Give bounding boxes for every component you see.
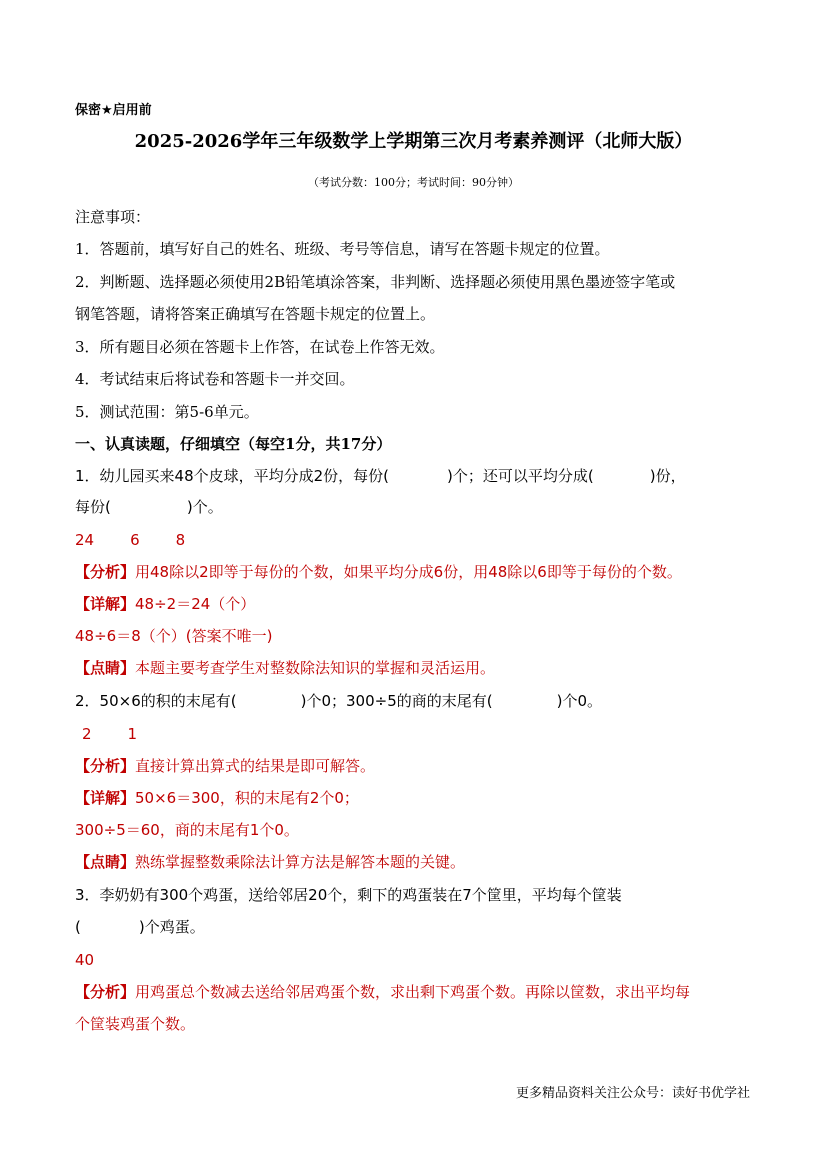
question-3: 3．李奶奶有300个鸡蛋，送给邻居20个，剩下的鸡蛋装在7个筐里，平均每个筐装	[75, 886, 622, 904]
notice-heading: 注意事项：	[75, 208, 151, 226]
q2-text-c: )个0。	[556, 692, 603, 710]
answer: 24	[75, 531, 95, 549]
analysis-tag: 【分析】	[75, 757, 136, 775]
analysis-text: 直接计算出算式的结果是即可解答。	[135, 757, 376, 775]
comment-tag: 【点睛】	[75, 853, 136, 871]
q2-answers	[82, 724, 137, 744]
analysis-tag: 【分析】	[75, 983, 136, 1001]
notice-item: 1．答题前，填写好自己的姓名、班级、考号等信息，请写在答题卡规定的位置。	[75, 240, 610, 258]
answer: 6	[130, 531, 140, 549]
question-2	[75, 691, 602, 711]
q2-text-a: 2．50×6的积的末尾有(	[75, 692, 237, 710]
q3-text-a: (	[75, 918, 81, 936]
q3-analysis-2: 个筐装鸡蛋个数。	[75, 1015, 196, 1033]
answer: 1	[127, 725, 138, 743]
question-3-cont	[75, 917, 205, 937]
q2-detail-2: 300÷5＝60，商的末尾有1个0。	[75, 821, 299, 839]
q2-comment	[75, 852, 465, 872]
answer: 2	[82, 725, 92, 743]
detail-text: 48÷2＝24（个）	[135, 595, 256, 613]
q1-detail-2: 48÷6＝8（个）(答案不唯一)	[75, 627, 273, 645]
q1-comment	[75, 658, 495, 678]
comment-text: 本题主要考查学生对整数除法知识的掌握和灵活运用。	[135, 659, 496, 677]
comment-text: 熟练掌握整数乘除法计算方法是解答本题的关键。	[135, 853, 466, 871]
q1-text-c: )份，	[649, 467, 686, 485]
q1-text-e: )个。	[186, 498, 223, 516]
q2-analysis	[75, 756, 375, 776]
detail-tag: 【详解】	[75, 789, 136, 807]
q1-text-a: 1．幼儿园买来48个皮球，平均分成2份，每份(	[75, 467, 390, 485]
section-heading: 一、认真读题，仔细填空（每空1分，共17分）	[75, 435, 392, 453]
q1-detail	[75, 594, 255, 614]
q3-analysis	[75, 982, 690, 1002]
q1-text-b: )个；还可以平均分成(	[447, 467, 594, 485]
analysis-tag: 【分析】	[75, 563, 136, 581]
notice-item: 3．所有题目必须在答题卡上作答，在试卷上作答无效。	[75, 338, 445, 356]
q1-analysis	[75, 562, 682, 582]
detail-tag: 【详解】	[75, 595, 136, 613]
q2-detail	[75, 788, 359, 808]
notice-item: 钢笔答题，请将答案正确填写在答题卡规定的位置上。	[75, 305, 436, 323]
exam-info: （考试分数：100分；考试时间：90分钟）	[308, 176, 519, 189]
question-1	[75, 466, 686, 486]
detail-text: 50×6＝300，积的末尾有2个0；	[135, 789, 359, 807]
question-1-cont	[75, 497, 223, 517]
q1-answers	[75, 530, 185, 550]
analysis-text: 用48除以2即等于每份的个数，如果平均分成6份，用48除以6即等于每份的个数。	[135, 563, 682, 581]
comment-tag: 【点睛】	[75, 659, 136, 677]
q3-text-b: )个鸡蛋。	[138, 918, 205, 936]
notice-item: 4．考试结束后将试卷和答题卡一并交回。	[75, 370, 355, 388]
footer-note: 更多精品资料关注公众号：读好书优学社	[515, 1086, 750, 1101]
q1-text-d: 每份(	[75, 498, 111, 516]
notice-item: 2．判断题、选择题必须使用2B铅笔填涂答案，非判断、选择题必须使用黑色墨迹签字笔或	[75, 273, 676, 291]
secret-label: 保密★启用前	[75, 103, 152, 118]
q3-answer: 40	[75, 951, 95, 969]
q2-text-b: )个0；300÷5的商的末尾有(	[300, 692, 493, 710]
answer: 8	[175, 531, 186, 549]
notice-item: 5．测试范围：第5-6单元。	[75, 403, 259, 421]
page-title: 2025-2026学年三年级数学上学期第三次月考素养测评（北师大版）	[134, 131, 693, 152]
analysis-text: 用鸡蛋总个数减去送给邻居鸡蛋个数，求出剩下鸡蛋个数。再除以筐数，求出平均每	[135, 983, 691, 1001]
